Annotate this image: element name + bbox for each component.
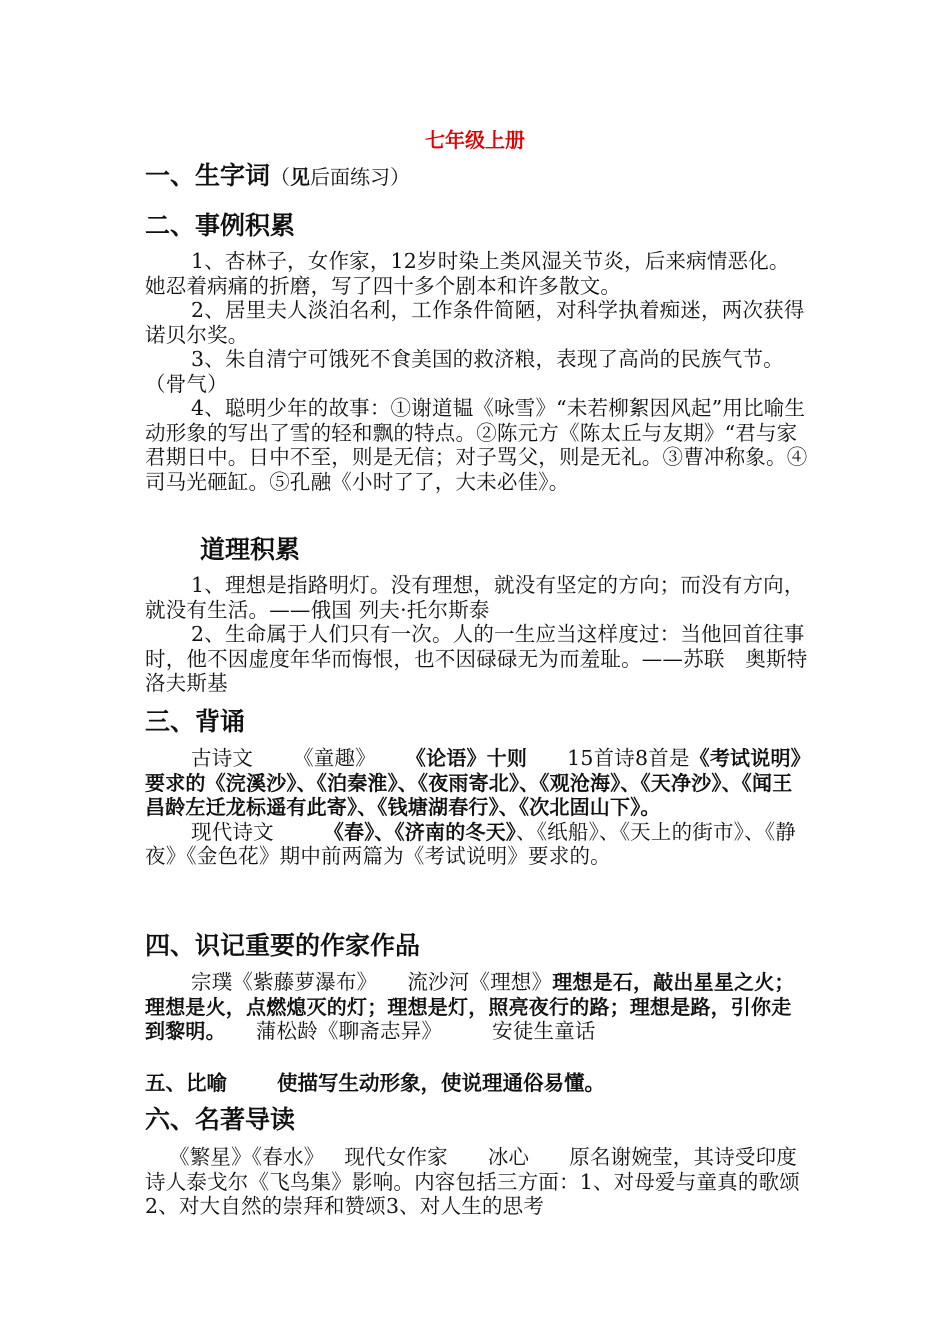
recite-classical: 古诗文 《童趣》 《论语》十则 15首诗8首是《考试说明》要求的《浣溪沙》、《泊秦淮》、《夜雨寄北》、《观沧海》、《天净沙》、《闻王昌龄左迁龙标遥有此寄》、《钱塘湖春行》、《次北固山下》。 xyxy=(145,746,801,819)
section-5-heading: 五、比喻 xyxy=(145,1071,227,1095)
section-1-heading xyxy=(145,160,410,193)
recite-modern: 现代诗文 《春》、《济南的冬天》、《纸船》、《天上的街市》、《静夜》《金色花》期中前两篇为《考试说明》要求的。 xyxy=(145,819,796,868)
section-4-body xyxy=(145,970,810,1044)
example-4: 4、聪明少年的故事：①谢道韫《咏雪》“未若柳絮因风起”用比喻生动形象的写出了雪的轻和飘的特点。②陈元方《陈太丘与友期》“君与家君期日中。日中不至，则是无信；对子骂父，则是无礼。③曹冲称象。④司马光砸缸。⑤孔融《小时了了，大未必佳》。 xyxy=(145,396,808,494)
example-3: 3、朱自清宁可饿死不食美国的救济粮，表现了高尚的民族气节。（骨气） xyxy=(145,347,784,396)
section-3-heading: 三、背诵 xyxy=(145,707,246,736)
section-5-line xyxy=(145,1070,605,1096)
section-3-body xyxy=(145,746,810,869)
section-5-text: 使描写生动形象，使说理通俗易懂。 xyxy=(277,1071,605,1095)
page-title: 七年级上册 xyxy=(425,128,525,152)
section-1-note: （见后面练习） xyxy=(270,165,411,189)
section-1-title: 一、生字词 xyxy=(145,161,271,190)
section-2b-body xyxy=(145,573,810,696)
reading-guide: 《繁星》《春水》 现代女作家 冰心 原名谢婉莹，其诗受印度诗人泰戈尔《飞鸟集》影响。内容包括三方面：1、对母爱与童真的歌颂2、对大自然的崇拜和赞颂3、对人生的思考 xyxy=(145,1145,800,1218)
example-1: 1、杏林子，女作家，12岁时染上类风湿关节炎，后来病情恶化。她忍着病痛的折磨，写了四十多个剧本和许多散文。 xyxy=(145,249,790,298)
section-2-body xyxy=(145,249,810,494)
section-2b-heading: 道理积累 xyxy=(200,535,301,564)
section-2-heading: 二、事例积累 xyxy=(145,211,296,240)
section-6-heading: 六、名著导读 xyxy=(145,1105,296,1134)
authors-works: 宗璞《紫藤萝瀑布》 流沙河《理想》理想是石，敲出星星之火；理想是火，点燃熄灭的灯；理想是灯，照亮夜行的路；理想是路，引你走到黎明。 蒲松龄《聊斋志异》 安徒生童话 xyxy=(145,970,795,1043)
example-2: 2、居里夫人淡泊名利，工作条件简陋，对科学执着痴迷，两次获得诺贝尔奖。 xyxy=(145,298,805,347)
section-4-heading: 四、识记重要的作家作品 xyxy=(145,931,421,960)
principle-2: 2、生命属于人们只有一次。人的一生应当这样度过：当他回首往事时，他不因虚度年华而悔恨，也不因碌碌无为而羞耻。——苏联 奥斯特洛夫斯基 xyxy=(145,622,808,695)
principle-1: 1、理想是指路明灯。没有理想，就没有坚定的方向；而没有方向，就没有生活。——俄国 列夫·托尔斯泰 xyxy=(145,573,805,622)
section-6-body xyxy=(145,1145,810,1219)
